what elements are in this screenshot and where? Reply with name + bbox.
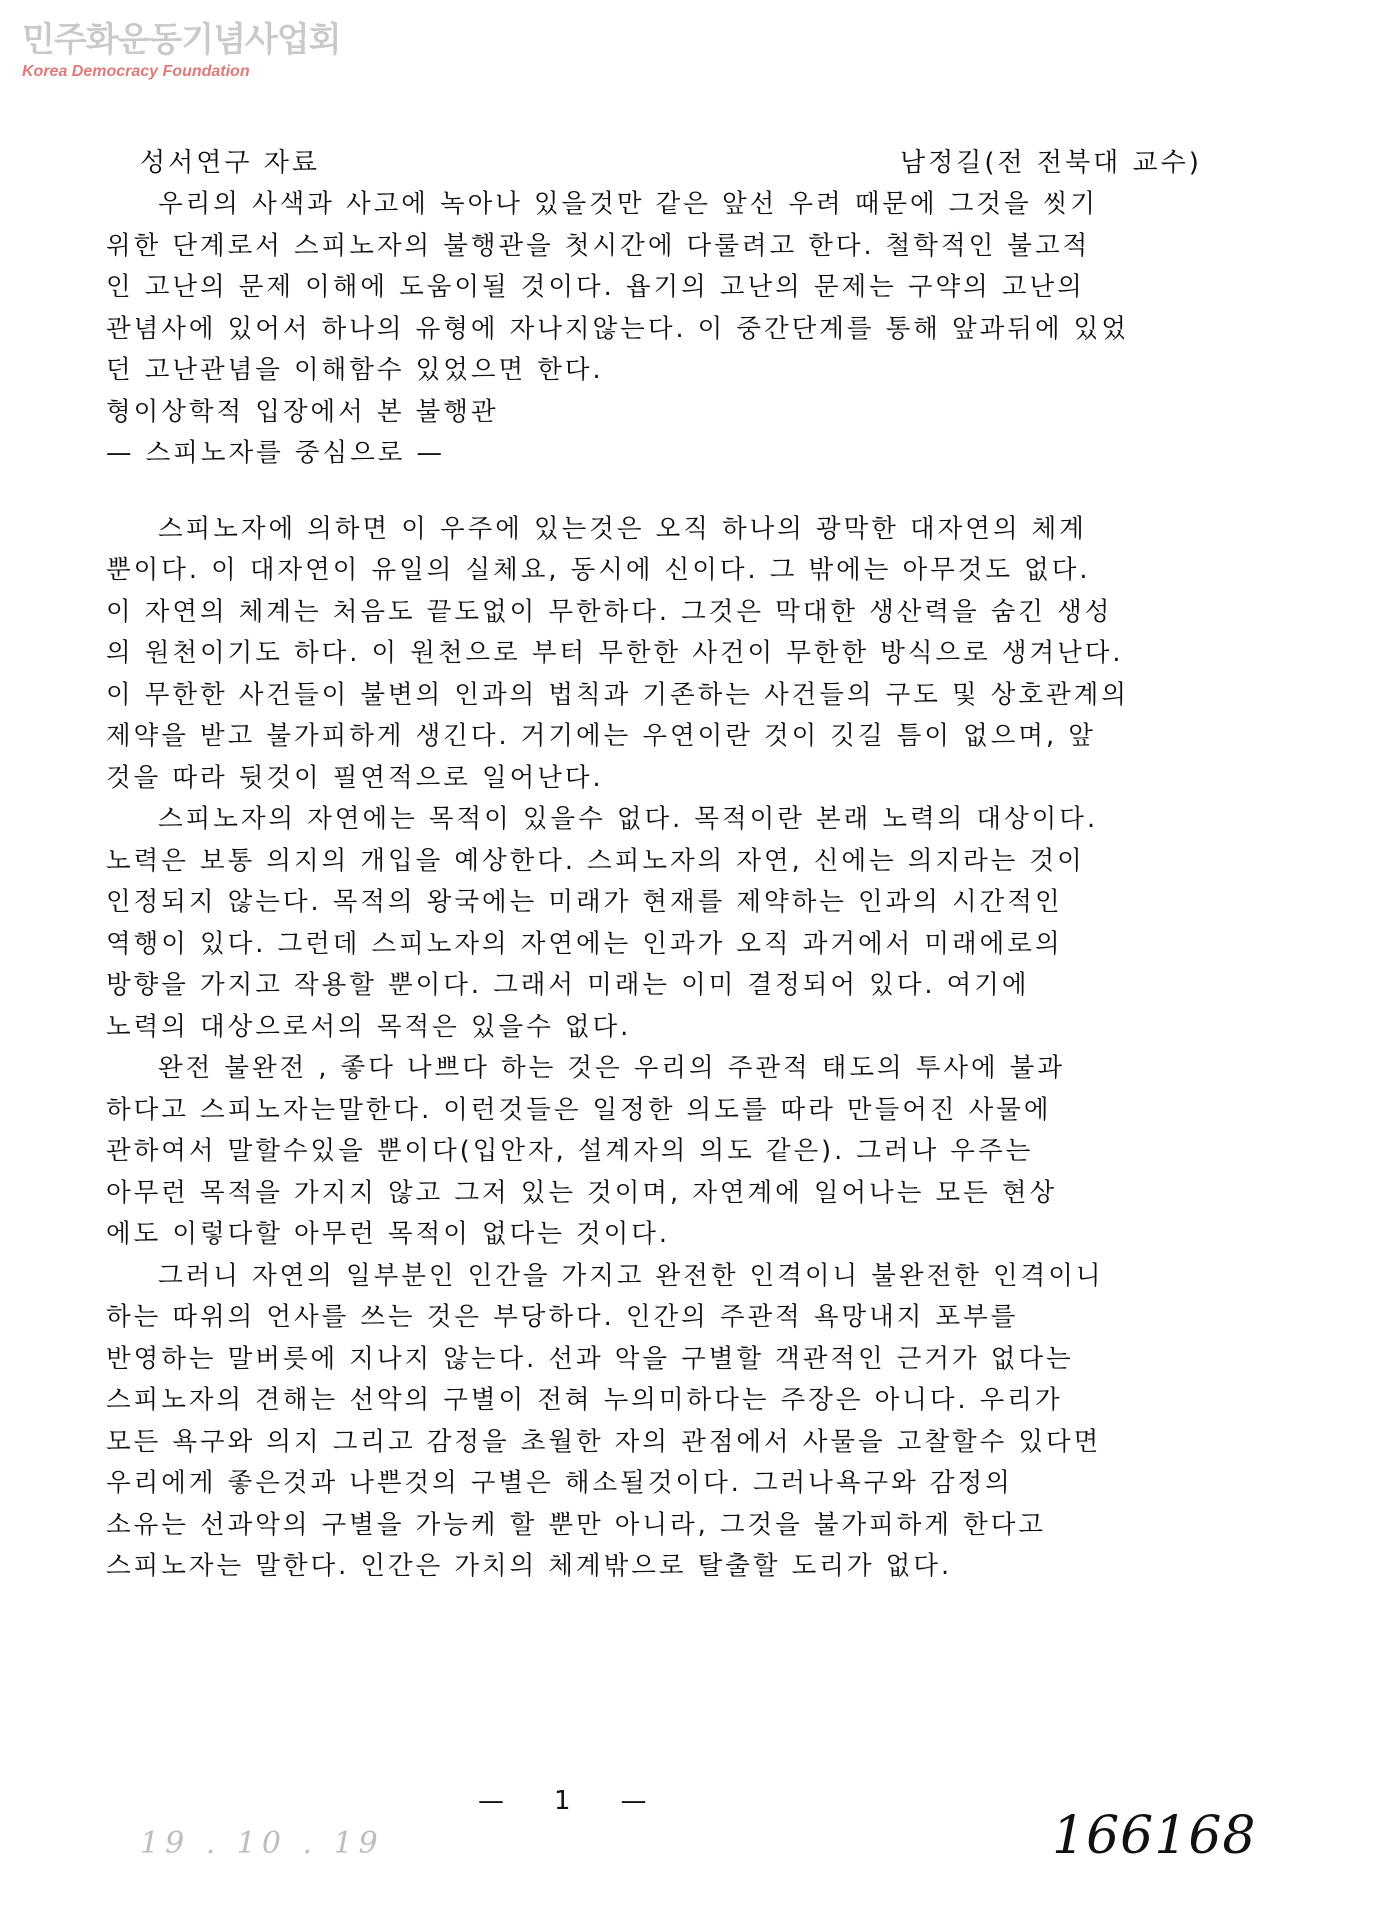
text-line: 관념사에 있어서 하나의 유형에 자나지않는다. 이 중간단계를 통해 앞과뒤에 있었 — [106, 313, 1129, 344]
text-line: 아무런 목적을 가지지 않고 그저 있는 것이며, 자연계에 일어나는 모든 현상 — [106, 1177, 1058, 1208]
text-line: 스피노자에 의하면 이 우주에 있는것은 오직 하나의 광막한 대자연의 체계 — [158, 513, 1087, 544]
foundation-watermark — [22, 20, 340, 82]
document-number: 166168 — [1052, 1806, 1257, 1866]
text-line: 반영하는 말버릇에 지나지 않는다. 선과 악을 구별할 객관적인 근거가 없다는 — [106, 1343, 1074, 1374]
text-line: 우리의 사색과 사고에 녹아나 있을것만 같은 앞선 우려 때문에 그것을 씻기 — [158, 189, 1099, 219]
text-line: 하다고 스피노자는말한다. 이런것들은 일정한 의도를 따라 만들어진 사물에 — [106, 1094, 1052, 1125]
text-line: 소유는 선과악의 구별을 가능케 할 뿐만 아니라, 그것을 불가피하게 한다고 — [106, 1509, 1047, 1540]
text-line: 노력의 대상으로서의 목적은 있을수 없다. — [106, 1011, 632, 1042]
text-line: 에도 이렇다할 아무런 목적이 없다는 것이다. — [106, 1219, 671, 1249]
text-line: 위한 단계로서 스피노자의 불행관을 첫시간에 다룰려고 한다. 철학적인 불고적 — [106, 230, 1091, 261]
document-body — [106, 184, 1286, 1588]
text-line: 모든 욕구와 의지 그리고 감정을 초월한 자의 관점에서 사물을 고찰할수 있다면 — [106, 1426, 1102, 1457]
text-line: 이 자연의 체계는 처음도 끝도없이 무한하다. 그것은 막대한 생산력을 숨긴 생성 — [106, 596, 1113, 627]
text-line: 스피노자는 말한다. 인간은 가치의 체계밖으로 탈출할 도리가 없다. — [106, 1551, 953, 1581]
text-line: 인정되지 않는다. 목적의 왕국에는 미래가 현재를 제약하는 인과의 시간적인 — [106, 887, 1063, 917]
watermark-korean: 민주화운동기념사업회 — [22, 20, 341, 60]
text-line: 뿐이다. 이 대자연이 유일의 실체요, 동시에 신이다. 그 밖에는 아무것도 없다. — [106, 555, 1091, 585]
paragraph-gap — [106, 475, 1286, 509]
text-line: 이 무한한 사건들이 불변의 인과의 법칙과 기존하는 사건들의 구도 및 상호관계의 — [106, 679, 1129, 710]
text-line: 스피노자의 견해는 선악의 구별이 전혀 누의미하다는 주장은 아니다. 우리가 — [106, 1385, 1063, 1415]
text-line: 것을 따라 뒷것이 필연적으로 일어난다. — [106, 762, 604, 793]
text-line: 하는 따위의 언사를 쓰는 것은 부당하다. 인간의 주관적 욕망내지 포부를 — [106, 1302, 1019, 1332]
text-line: 관하여서 말할수있을 뿐이다(입안자, 설계자의 의도 같은). 그러나 우주는 — [106, 1136, 1034, 1166]
text-line: 그러니 자연의 일부분인 인간을 가지고 완전한 인격이니 불완전한 인격이니 — [158, 1260, 1104, 1291]
text-line: 스피노자의 자연에는 목적이 있을수 없다. 목적이란 본래 노력의 대상이다. — [158, 804, 1099, 834]
section-subtitle: — 스피노자를 중심으로 — — [106, 438, 446, 468]
text-line: 노력은 보통 의지의 개입을 예상한다. 스피노자의 자연, 신에는 의지라는 것이 — [106, 845, 1085, 876]
stamped-date: 19 . 10 . 19 — [140, 1826, 384, 1861]
text-line: 던 고난관념을 이해함수 있었으면 한다. — [106, 355, 604, 385]
page-number: —1— — [478, 1786, 697, 1816]
text-line: 방향을 가지고 작용할 뿐이다. 그래서 미래는 이미 결정되어 있다. 여기에 — [106, 970, 1030, 1000]
watermark-english: Korea Democracy Foundation — [22, 63, 250, 80]
text-line: 제약을 받고 불가피하게 생긴다. 거기에는 우연이란 것이 깃길 틈이 없으며, 앞 — [106, 721, 1096, 751]
text-line: 인 고난의 문제 이해에 도움이될 것이다. 욥기의 고난의 문제는 구약의 고난의 — [106, 272, 1085, 302]
document-header — [140, 142, 1240, 178]
text-line: 의 원천이기도 하다. 이 원천으로 부터 무한한 사건이 무한한 방식으로 생겨난다. — [106, 638, 1124, 668]
text-line: 우리에게 좋은것과 나쁜것의 구별은 해소될것이다. 그러나욕구와 감정의 — [106, 1468, 1013, 1498]
section-title: 형이상학적 입장에서 본 불행관 — [106, 396, 499, 427]
text-line: 역행이 있다. 그런데 스피노자의 자연에는 인과가 오직 과거에서 미래에로의 — [106, 928, 1063, 959]
header-author: 남정길(전 전북대 교수) — [900, 148, 1202, 178]
header-title: 성서연구 자료 — [140, 148, 320, 178]
text-line: 완전 불완전 , 좋다 나쁘다 하는 것은 우리의 주관적 태도의 투사에 불과 — [158, 1053, 1065, 1083]
